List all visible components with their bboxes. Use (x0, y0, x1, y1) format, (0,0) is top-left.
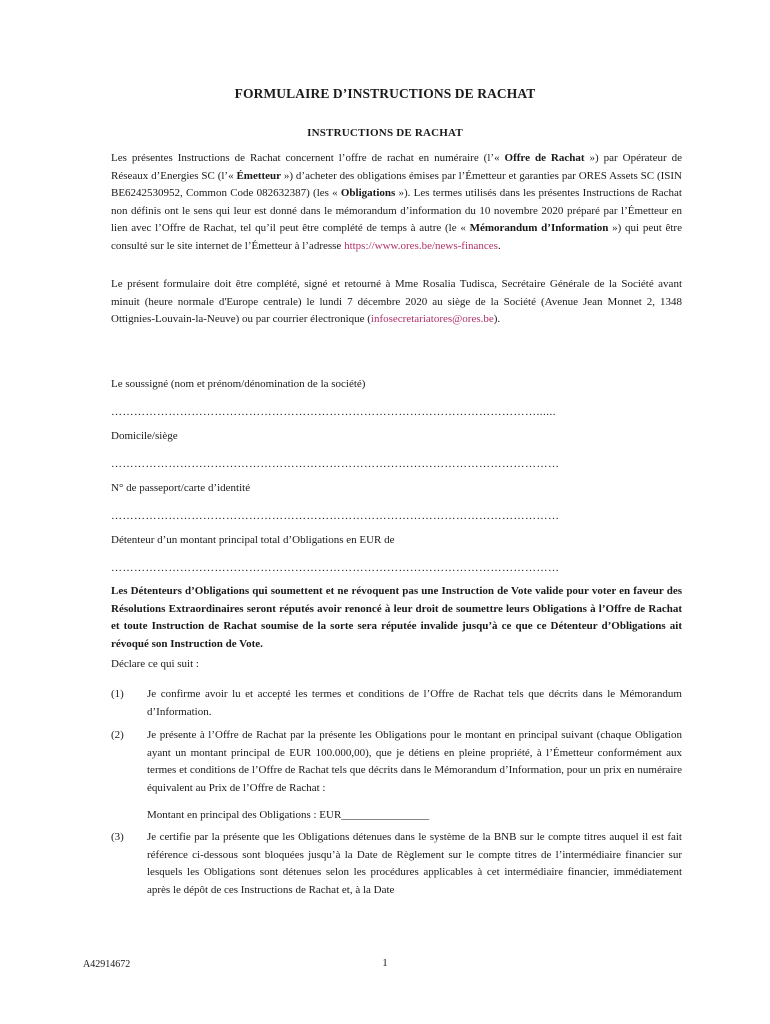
list-item (111, 829, 682, 899)
text-run: Le présent formulaire doit être complété, signé et retourné à Mme Rosalia Tudisca, Secrétaire Générale de la Société avant minuit (heure normale d'Europe centrale) le lundi 7 décembre 2020 au siège de la Société (Avenue Jean Monnet 2, 1348 Ottignies-Louvain-la-Neuve) ou par courrier électronique ( (111, 278, 682, 325)
page-number: 1 (382, 957, 388, 969)
field-label-name: Le soussigné (nom et prénom/dénomination de la société) (111, 378, 366, 390)
item-number: (2) (111, 729, 124, 741)
ores-news-link[interactable]: https://www.ores.be/news-finances (344, 239, 498, 252)
section-subtitle: INSTRUCTIONS DE RACHAT (307, 127, 463, 139)
item-text: Je certifie par la présente que les Obligations détenues dans le système de la BNB sur le compte titres auquel il est fait référence ci-dessous sont bloquées jusqu’à la Date de Règlement sur le compte titres de l’intermédiaire financier sur lesquels les Obligations sont détenues selon les procédures applicables à cet intermédiaire financier, immédiatement après le dépôt de ces Instructions de Rachat et, à la Date (147, 831, 682, 896)
list-item (111, 686, 682, 721)
principal-amount-field[interactable]: Montant en principal des Obligations : EUR________________ (147, 809, 430, 821)
text-run: . (497, 239, 501, 252)
document-reference: A42914672 (83, 959, 131, 970)
item-number: (3) (111, 831, 124, 843)
submission-paragraph (111, 276, 682, 329)
term-memorandum: Mémorandum d’Information (469, 222, 609, 234)
intro-paragraph (111, 150, 682, 255)
text-run: ). (493, 313, 501, 325)
item-text: Je confirme avoir lu et accepté les termes et conditions de l’Offre de Rachat tels que décrits dans le Mémorandum d’Information. (147, 688, 682, 718)
field-label-domicile: Domicile/siège (111, 430, 178, 442)
list-item (111, 727, 682, 825)
field-label-amount: Détenteur d’un montant principal total d’Obligations en EUR de (111, 534, 395, 546)
text-run: »). Les termes utilisés dans les présentes Instructions de Rachat non définis ont le sens qui leur est donné dans le mémorandum d’information du 10 novembre 2020 préparé par l’Émetteur en lien avec l’Offre de Rachat, tel qu’il peut être complété de temps à autre (le « (111, 187, 682, 234)
field-name-blank[interactable]: …………………………………………………………………………………………………...... (111, 406, 556, 418)
text-run: ») qui peut être consulté sur le site internet de l’Émetteur à l’adresse (111, 222, 682, 252)
form-title: FORMULAIRE D’INSTRUCTIONS DE RACHAT (234, 86, 536, 101)
field-domicile-blank[interactable]: ……………………………………………………………………………………………………… (111, 458, 560, 470)
warning-paragraph: Les Détenteurs d’Obligations qui soumettent et ne révoquent pas une Instruction de Vote valide pour voter en faveur des Résolutions Extraordinaires seront réputés avoir renoncé à leur droit de soumettre leurs Obligations à l’Offre de Rachat et toute Instruction de Rachat soumise de la sorte sera réputée invalide jusqu’à ce que ce Détenteur d’Obligations ait révoqué son Instruction de Vote. (111, 585, 682, 650)
text-run: Les présentes Instructions de Rachat concernent l’offre de rachat en numéraire (l’« (111, 152, 505, 164)
email-link[interactable]: infosecretariatores@ores.be (370, 313, 494, 325)
term-emetteur: Émetteur (236, 169, 282, 182)
field-amount-blank[interactable]: ……………………………………………………………………………………………………… (111, 562, 560, 574)
text-run: ») par Opérateur de Réseaux d’Energies SC (l’« (111, 152, 682, 182)
term-offre-de-rachat: Offre de Rachat (504, 152, 585, 164)
item-number: (1) (111, 688, 124, 700)
declaration-heading: Déclare ce qui suit : (111, 658, 199, 670)
item-text: Je présente à l’Offre de Rachat par la présente les Obligations pour le montant en principal suivant (chaque Obligation ayant un montant principal de EUR 100.000,00), que je détiens en pleine propriété, à l’Émetteur conformément aux termes et conditions de l’Offre de Rachat tels que décrits dans le Mémorandum d’Information, pour un prix en numéraire équivalent au Prix de l’Offre de Rachat : (147, 729, 682, 794)
term-obligations: Obligations (340, 187, 396, 199)
text-run: ») d’acheter des obligations émises par l’Émetteur et garanties par ORES Assets SC (ISIN BE6242530952, Common Code 082632387) (les « (111, 169, 682, 199)
field-label-passport: N° de passeport/carte d’identité (111, 482, 251, 494)
field-passport-blank[interactable]: ……………………………………………………………………………………………………… (111, 510, 560, 522)
